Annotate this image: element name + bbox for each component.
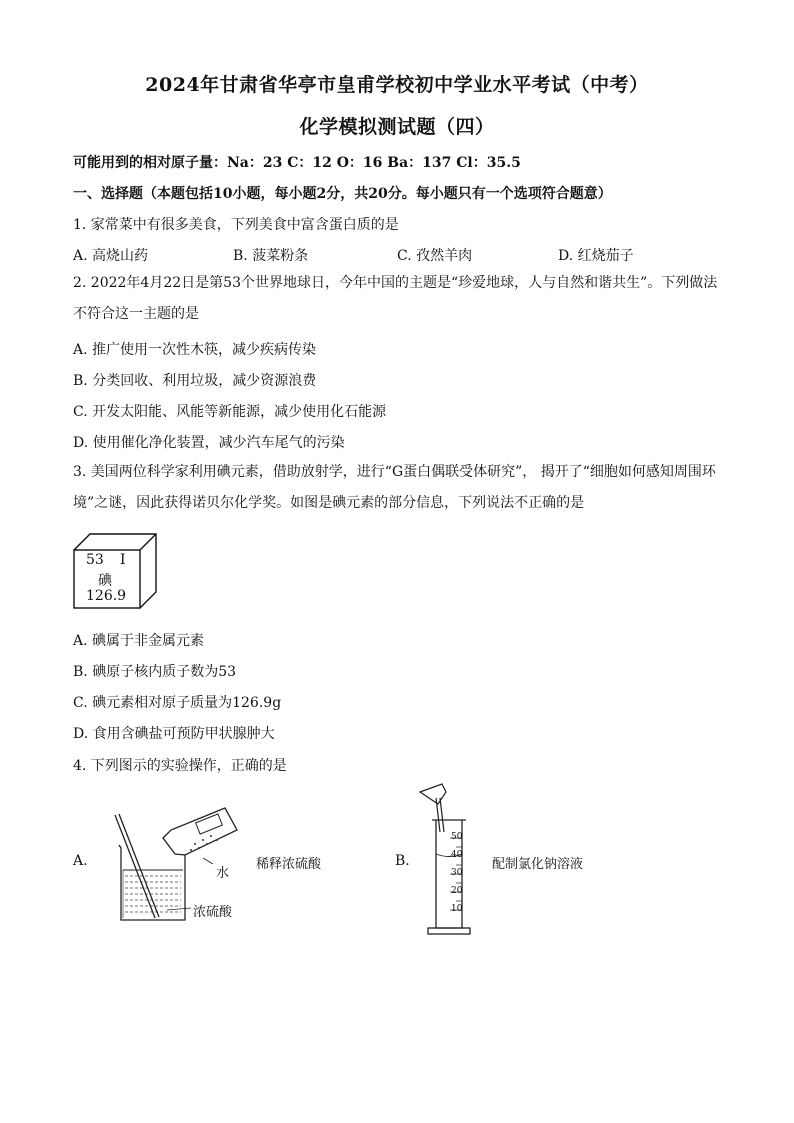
q1-option-c: C. 孜然羊肉 [397,248,473,264]
beaker-drawing [119,845,187,920]
q1-option-d: D. 红烧茄子 [558,248,634,264]
element-number: 53 [86,552,104,568]
q2-stem: 2. 2022年4月22日是第53个世界地球日，今年中国的主题是“珍爱地球，人与自然和谐共生”。下列做法不符合这一主题的是 [73,275,718,322]
q4-stem: 4. 下列图示的实验操作，正确的是 [73,758,287,774]
q1-option-a: A. 高烧山药 [73,248,149,264]
q2-option-a: A. 推广使用一次性木筷，减少疾病传染 [73,342,317,358]
element-symbol: I [120,552,126,568]
q2-option-b: B. 分类回收、利用垃圾，减少资源浪费 [73,373,317,389]
exam-subtitle: 化学模拟测试题（四） [299,116,495,138]
tick-label: 30 [451,868,463,878]
atomic-masses: 可能用到的相对原子量：Na：23 C：12 O：16 Ba：137 Cl：35.5 [73,155,521,171]
tick-label: 40 [451,850,463,860]
q4-option-b-label: B. [395,853,410,869]
q3-option-b: B. 碘原子核内质子数为53 [73,664,237,680]
exam-title: 2024年甘肃省华亭市皇甫学校初中学业水平考试（中考） [145,74,649,96]
tick-label: 50 [451,832,463,842]
q3-option-a: A. 碘属于非金属元素 [73,633,205,649]
tick-label: 20 [451,886,463,896]
cylinder-figure [410,780,480,940]
q4-option-a-label: A. [73,853,88,869]
pouring-bottle-drawing [163,808,237,855]
acid-label: 浓硫酸 [193,905,233,920]
q2-option-c: C. 开发太阳能、风能等新能源，减少使用化石能源 [73,404,387,420]
q1-stem: 1. 家常菜中有很多美食，下列美食中富含蛋白质的是 [73,217,399,233]
q3-option-d: D. 食用含碘盐可预防甲状腺肿大 [73,726,275,742]
q3-option-c: C. 碘元素相对原子质量为126.9g [73,695,282,711]
q2-option-d: D. 使用催化净化装置，减少汽车尾气的污染 [73,435,345,451]
q3-stem: 3. 美国两位科学家利用碘元素，借助放射学，进行“G蛋白偶联受体研究”， 揭开了“细胞如何感知周围环境”之谜，因此获得诺贝尔化学奖。如图是碘元素的部分信息，下列说法不正确的是 [73,464,716,511]
q4-option-a-caption: 稀释浓硫酸 [256,857,322,872]
element-name: 碘 [98,573,112,589]
graduated-cylinder-drawing [428,820,470,934]
dropper-drawing [420,784,446,832]
tick-label: 10 [451,904,463,914]
q4-option-b-caption: 配制氯化钠溶液 [492,857,584,872]
q1-option-b: B. 菠菜粉条 [233,248,309,264]
section-heading: 一、选择题（本题包括10小题，每小题2分，共20分。每小题只有一个选项符合题意） [73,186,612,202]
element-mass: 126.9 [86,588,127,604]
water-label: 水 [216,866,230,881]
element-card [70,530,160,610]
